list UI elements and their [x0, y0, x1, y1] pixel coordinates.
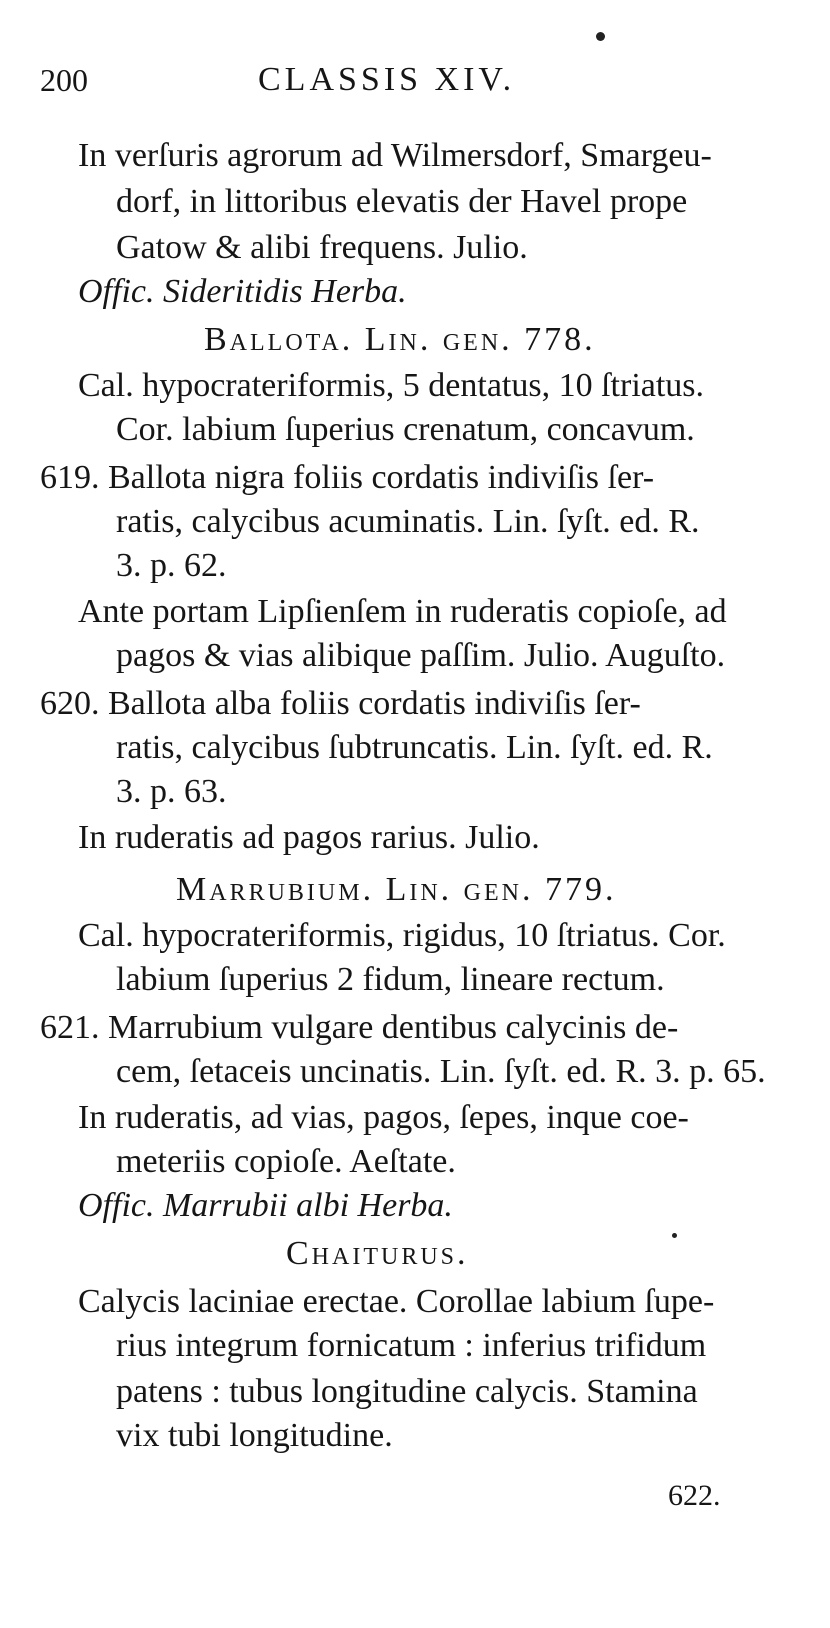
text-line: Ante portam Lipſienſem in ruderatis copioſe, ad	[78, 593, 727, 630]
text-line: Gatow & alibi frequens. Julio.	[116, 229, 528, 266]
text-line: In verſuris agrorum ad Wilmersdorf, Smargeu-	[78, 137, 712, 174]
text-line: 3. p. 63.	[116, 773, 227, 810]
catchword: 622.	[668, 1479, 721, 1512]
text-line: Cal. hypocrateriformis, 5 dentatus, 10 ſtriatus.	[78, 367, 705, 404]
entry-621: 621. Marrubium vulgare dentibus calycinis de-	[40, 1009, 679, 1046]
entry-620: 620. Ballota alba foliis cordatis indiviſis ſer-	[40, 685, 641, 722]
section-heading-chaiturus: Chaiturus.	[286, 1235, 469, 1272]
text-line: ratis, calycibus acuminatis. Lin. ſyſt. ed. R.	[116, 503, 700, 540]
ink-speck	[596, 32, 605, 41]
text-line: vix tubi longitudine.	[116, 1417, 393, 1454]
page-number: 200	[40, 62, 88, 98]
text-line: cem, ſetaceis uncinatis. Lin. ſyſt. ed. R. 3. p. 65.	[116, 1053, 766, 1090]
text-line: dorf, in littoribus elevatis der Havel prope	[116, 183, 688, 220]
text-line: rius integrum fornicatum : inferius trifidum	[116, 1327, 707, 1364]
text-line: In ruderatis, ad vias, pagos, ſepes, inque coe-	[78, 1099, 689, 1136]
text-line: patens : tubus longitudine calycis. Stamina	[116, 1373, 698, 1410]
section-heading-ballota: Ballota. Lin. gen. 778.	[204, 321, 596, 358]
section-heading-marrubium: Marrubium. Lin. gen. 779.	[176, 871, 617, 908]
running-title: CLASSIS XIV.	[258, 61, 516, 98]
text-line: Calycis laciniae erectae. Corollae labium ſupe-	[78, 1283, 715, 1320]
text-line: Cor. labium ſuperius crenatum, concavum.	[116, 411, 695, 448]
entry-619: 619. Ballota nigra foliis cordatis indiviſis ſer-	[40, 459, 655, 496]
text-line: ratis, calycibus ſubtruncatis. Lin. ſyſt. ed. R.	[116, 729, 713, 766]
text-line: meteriis copioſe. Aeſtate.	[116, 1143, 456, 1180]
text-line: Cal. hypocrateriformis, rigidus, 10 ſtriatus. Cor.	[78, 917, 726, 954]
text-line: Offic. Sideritidis Herba.	[78, 273, 407, 310]
ink-speck	[672, 1233, 677, 1238]
text-line: Offic. Marrubii albi Herba.	[78, 1187, 453, 1224]
text-line: pagos & vias alibique paſſim. Julio. Auguſto.	[116, 637, 726, 674]
text-line: 3. p. 62.	[116, 547, 227, 584]
text-line: In ruderatis ad pagos rarius. Julio.	[78, 819, 540, 856]
text-line: labium ſuperius 2 fidum, lineare rectum.	[116, 961, 665, 998]
